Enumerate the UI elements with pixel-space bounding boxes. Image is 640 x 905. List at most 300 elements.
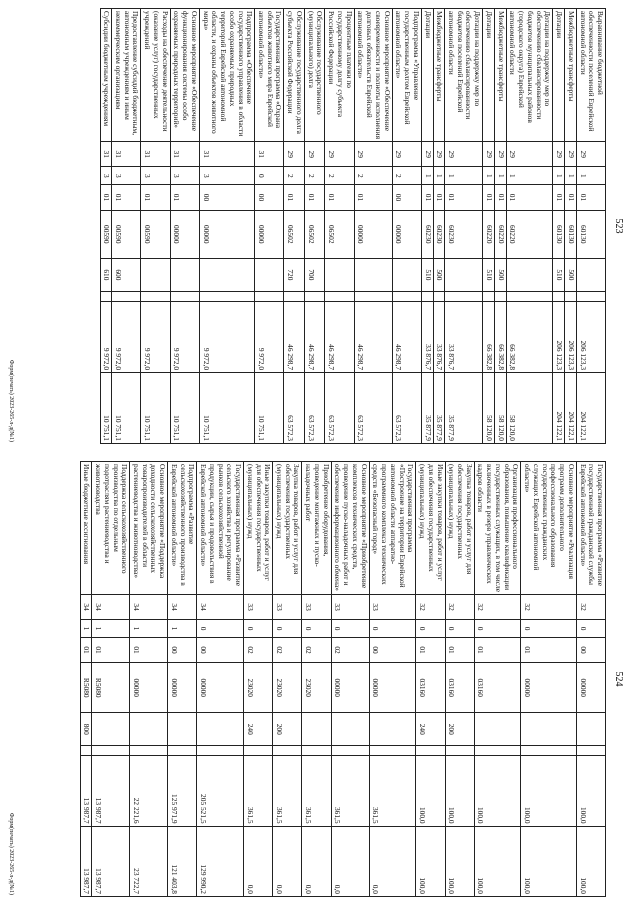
value-col2: 9 972,0: [112, 302, 141, 373]
code-activity: 01: [100, 185, 112, 210]
code-expense-type: 240: [244, 713, 273, 746]
code-program: 31: [141, 142, 170, 167]
value-col1: [130, 746, 168, 756]
code-subprogram: 3: [199, 167, 254, 185]
code-program: 33: [369, 595, 416, 620]
code-activity: 01: [92, 637, 130, 662]
code-direction: 60230: [433, 210, 445, 258]
code-expense-type: 500: [433, 258, 445, 291]
code-expense-type: [130, 713, 168, 746]
row-name: Предоставление субсидий бюджетным, автономным учреждениям и иным некоммерческим организациям: [112, 9, 141, 142]
value-col1: [392, 291, 421, 301]
value-col2: 361,5: [244, 756, 273, 826]
table-row: [284, 9, 304, 444]
code-activity: 01: [80, 637, 92, 662]
code-direction: 06502: [325, 210, 354, 258]
code-program: 34: [92, 595, 130, 620]
code-direction: 60130: [576, 210, 605, 258]
code-program: 33: [302, 595, 331, 620]
table-row: [565, 9, 577, 444]
table-row: [168, 462, 197, 897]
value-col1: [565, 291, 577, 301]
value-col1: [445, 291, 483, 301]
code-expense-type: [354, 258, 392, 291]
value-col3: 10 751,1: [112, 373, 141, 444]
code-expense-type: 800: [80, 713, 92, 746]
table-row: [331, 462, 369, 897]
code-activity: 01: [284, 185, 304, 210]
code-subprogram: 3: [112, 167, 141, 185]
code-program: 31: [255, 142, 284, 167]
code-activity: 01: [416, 637, 445, 662]
value-col3: 13 987,7: [92, 826, 130, 896]
code-activity: 01: [112, 185, 141, 210]
code-subprogram: 1: [92, 620, 130, 638]
budget-table-right: [80, 461, 606, 897]
code-direction: 23020: [302, 663, 331, 713]
code-program: 29: [494, 142, 506, 167]
code-subprogram: 1: [565, 167, 577, 185]
code-direction: 00000: [354, 210, 392, 258]
code-subprogram: 0: [521, 620, 576, 638]
row-name: Межбюджетные трансферты: [565, 9, 577, 142]
code-program: 29: [445, 142, 483, 167]
value-col1: [416, 746, 445, 756]
code-program: 29: [565, 142, 577, 167]
code-expense-type: [92, 713, 130, 746]
row-name: Иные закупки товаров, работ и услуг для обеспечения государственных (муниципальных) нужд: [416, 462, 445, 595]
value-col3: 100,0: [474, 826, 521, 896]
code-activity: 01: [445, 637, 474, 662]
code-subprogram: 1: [80, 620, 92, 638]
code-subprogram: 1: [483, 167, 495, 185]
code-direction: 00590: [141, 210, 170, 258]
value-col2: 206 123,3: [553, 302, 565, 373]
table-row: [445, 462, 474, 897]
code-direction: 60130: [565, 210, 577, 258]
value-col2: 100,0: [576, 756, 605, 826]
code-program: 29: [354, 142, 392, 167]
value-col2: 9 972,0: [255, 302, 284, 373]
code-subprogram: 1: [576, 167, 605, 185]
code-subprogram: 3: [170, 167, 199, 185]
value-col2: 9 972,0: [199, 302, 254, 373]
code-direction: 06502: [284, 210, 304, 258]
code-expense-type: [197, 713, 244, 746]
value-col2: 100,0: [445, 756, 474, 826]
value-col3: 23 722,7: [130, 826, 168, 896]
code-subprogram: 0: [369, 620, 416, 638]
row-name: Иные закупки товаров, работ и услуг для обеспечения государственных (муниципальных) нужд: [244, 462, 273, 595]
table-row: [392, 9, 421, 444]
code-direction: R5080: [80, 663, 92, 713]
value-col1: [80, 746, 92, 756]
table-row: [553, 9, 565, 444]
row-name: Основное мероприятие «Приобретение комплексов технических средств, проведение пуско-наладочных работ и обеспечение информационного обмена»: [331, 462, 369, 595]
code-activity: 01: [304, 185, 324, 210]
value-col3: 129 990,2: [197, 826, 244, 896]
code-direction: 00590: [100, 210, 112, 258]
row-name: Закупка товаров, работ и услуг для обеспечения государственных (муниципальных) нужд: [273, 462, 302, 595]
code-direction: 60130: [553, 210, 565, 258]
row-name: Дотации на поддержку мер по обеспечению сбалансированности бюджетов муниципальных районов (городского округа) Еврейской автономной области: [506, 9, 553, 142]
code-program: 29: [433, 142, 445, 167]
value-col2: 46 298,7: [392, 302, 421, 373]
page-right: [0, 453, 640, 905]
value-col3: 204 122,1: [576, 373, 605, 444]
value-col2: 361,5: [331, 756, 369, 826]
code-subprogram: 2: [284, 167, 304, 185]
value-col3: 0,0: [331, 826, 369, 896]
value-col2: 100,0: [416, 756, 445, 826]
row-name: Поддержка сельскохозяйственного производства по отдельным подотраслям растениеводства и животноводства: [92, 462, 130, 595]
value-col2: 46 298,7: [354, 302, 392, 373]
row-name: Основное мероприятие «Реализация программ дополнительного профессионального образования государственных гражданских служащих Еврейской автономной области»: [521, 462, 576, 595]
code-program: 34: [130, 595, 168, 620]
code-expense-type: [168, 713, 197, 746]
row-name: Иные бюджетные ассигнования: [80, 462, 92, 595]
code-activity: 01: [445, 185, 483, 210]
table-row: [80, 462, 92, 897]
value-col2: 361,5: [369, 756, 416, 826]
code-expense-type: [141, 258, 170, 291]
table-row: [325, 9, 354, 444]
value-col1: [325, 291, 354, 301]
code-expense-type: 510: [553, 258, 565, 291]
code-direction: 60220: [506, 210, 553, 258]
table-row: [521, 462, 576, 897]
code-subprogram: 0: [273, 620, 302, 638]
code-program: 33: [331, 595, 369, 620]
value-col3: 204 122,1: [565, 373, 577, 444]
code-expense-type: [302, 713, 331, 746]
value-col1: [331, 746, 369, 756]
value-col3: 58 120,0: [494, 373, 506, 444]
code-direction: R5080: [92, 663, 130, 713]
value-col2: 205 521,5: [197, 756, 244, 826]
value-col3: 100,0: [445, 826, 474, 896]
value-col3: 10 751,1: [170, 373, 199, 444]
code-expense-type: [392, 258, 421, 291]
code-direction: 60220: [483, 210, 495, 258]
row-name: Выравнивание бюджетной обеспеченности поселений Еврейской автономной области: [576, 9, 605, 142]
row-name: Дотации на поддержку мер по обеспечению сбалансированности бюджетов поселений Еврейской автономной области: [445, 9, 483, 142]
value-col1: [302, 746, 331, 756]
code-subprogram: 0: [576, 620, 605, 638]
value-col3: 13 987,7: [80, 826, 92, 896]
code-activity: 01: [141, 185, 170, 210]
value-col2: 361,5: [273, 756, 302, 826]
code-direction: 06502: [304, 210, 324, 258]
code-program: 29: [553, 142, 565, 167]
table-row: [445, 9, 483, 444]
code-program: 29: [421, 142, 433, 167]
code-direction: 00000: [197, 663, 244, 713]
value-col2: 33 876,7: [433, 302, 445, 373]
value-col3: 204 122,1: [553, 373, 565, 444]
value-col1: [284, 291, 304, 301]
row-name: Подпрограмма «Управление государственным долгом Еврейской автономной области»: [392, 9, 421, 142]
code-expense-type: [576, 713, 605, 746]
code-subprogram: 2: [354, 167, 392, 185]
code-subprogram: 0: [416, 620, 445, 638]
code-program: 32: [474, 595, 521, 620]
code-subprogram: 3: [141, 167, 170, 185]
value-col3: 58 120,0: [506, 373, 553, 444]
code-activity: 01: [506, 185, 553, 210]
value-col2: 206 123,3: [576, 302, 605, 373]
code-activity: 01: [565, 185, 577, 210]
code-expense-type: [506, 258, 553, 291]
value-col1: [445, 746, 474, 756]
code-direction: 00000: [392, 210, 421, 258]
code-direction: 00000: [369, 663, 416, 713]
value-col1: [304, 291, 324, 301]
row-name: Дотации: [421, 9, 433, 142]
value-col1: [576, 291, 605, 301]
code-program: 34: [168, 595, 197, 620]
value-col3: 63 572,3: [304, 373, 324, 444]
table-row: [304, 9, 324, 444]
code-activity: 01: [494, 185, 506, 210]
code-direction: 60230: [421, 210, 433, 258]
row-name: Дотации: [483, 9, 495, 142]
row-name: Основное мероприятие «Обеспечение функционирования системы особо охраняемых природных территорий»: [170, 9, 199, 142]
value-col3: 35 877,9: [433, 373, 445, 444]
row-name: Субсидии бюджетным учреждениям: [100, 9, 112, 142]
value-col1: [354, 291, 392, 301]
code-program: 31: [100, 142, 112, 167]
code-direction: 00000: [521, 663, 576, 713]
row-name: Приобретение оборудования, проведение монтажных и пуско-наладочных работ: [302, 462, 331, 595]
code-activity: 01: [325, 185, 354, 210]
value-col3: 63 572,3: [392, 373, 421, 444]
table-row: [302, 462, 331, 897]
value-col3: 63 572,3: [325, 373, 354, 444]
code-activity: 02: [331, 637, 369, 662]
value-col2: 66 382,8: [483, 302, 495, 373]
value-col2: 361,5: [302, 756, 331, 826]
value-col3: 63 572,3: [284, 373, 304, 444]
value-col3: 10 751,1: [100, 373, 112, 444]
code-program: 29: [483, 142, 495, 167]
code-expense-type: 600: [112, 258, 141, 291]
row-name: Государственная программа «Построение на территории Еврейской автономной области аппаратно-программного комплекса технических средств «Безопасный город»: [369, 462, 416, 595]
value-col3: 0,0: [302, 826, 331, 896]
code-program: 34: [197, 595, 244, 620]
code-subprogram: 1: [445, 167, 483, 185]
code-activity: 01: [354, 185, 392, 210]
code-subprogram: 0: [255, 167, 284, 185]
value-col1: [433, 291, 445, 301]
row-name: Государственная программа «Развитие сельского хозяйства и регулирование рынков сельскохозяйственной продукции, сырья и продовольствия в Еврейской автономной области»: [197, 462, 244, 595]
code-expense-type: 200: [445, 713, 474, 746]
code-program: 29: [576, 142, 605, 167]
table-row: [273, 462, 302, 897]
code-activity: 00: [255, 185, 284, 210]
table-row: [576, 9, 605, 444]
code-subprogram: 1: [130, 620, 168, 638]
code-activity: 00: [576, 637, 605, 662]
value-col1: [141, 291, 170, 301]
code-program: 29: [506, 142, 553, 167]
code-activity: 01: [576, 185, 605, 210]
value-col2: 46 298,7: [325, 302, 354, 373]
value-col1: [421, 291, 433, 301]
value-col3: 0,0: [369, 826, 416, 896]
code-subprogram: 1: [433, 167, 445, 185]
value-col3: 58 120,0: [483, 373, 495, 444]
code-expense-type: [255, 258, 284, 291]
value-col2: 9 972,0: [141, 302, 170, 373]
value-col3: 10 751,1: [141, 373, 170, 444]
code-program: 31: [112, 142, 141, 167]
page-number: 524: [613, 671, 624, 687]
value-col3: 35 877,9: [445, 373, 483, 444]
code-activity: 00: [168, 637, 197, 662]
code-subprogram: 2: [304, 167, 324, 185]
value-col1: [112, 291, 141, 301]
value-col1: [521, 746, 576, 756]
value-col2: 33 876,7: [421, 302, 433, 373]
code-direction: 00000: [170, 210, 199, 258]
row-name: Обслуживание государственного (муниципального) долга: [304, 9, 324, 142]
table-row: [199, 9, 254, 444]
value-col1: [244, 746, 273, 756]
code-program: 34: [80, 595, 92, 620]
value-col2: 9 972,0: [170, 302, 199, 373]
code-direction: 00000: [331, 663, 369, 713]
row-name: Подпрограмма «Развитие сельскохозяйственного производства в Еврейской автономной области»: [168, 462, 197, 595]
table-row: [506, 9, 553, 444]
value-col1: [576, 746, 605, 756]
table-row: [576, 462, 605, 897]
table-row: [141, 9, 170, 444]
value-col1: [100, 291, 112, 301]
table-row: [197, 462, 244, 897]
row-name: Процентные платежи по государственному долгу субъекта Российской Федерации: [325, 9, 354, 142]
code-program: 29: [284, 142, 304, 167]
code-expense-type: 700: [304, 258, 324, 291]
table-row: [433, 9, 445, 444]
code-expense-type: [445, 258, 483, 291]
code-program: 32: [416, 595, 445, 620]
value-col1: [92, 746, 130, 756]
code-activity: 01: [433, 185, 445, 210]
value-col1: [474, 746, 521, 756]
code-expense-type: 720: [284, 258, 304, 291]
value-col2: 13 987,7: [80, 756, 92, 826]
code-direction: 23020: [273, 663, 302, 713]
code-expense-type: [331, 713, 369, 746]
value-col2: 66 382,8: [506, 302, 553, 373]
code-expense-type: 510: [421, 258, 433, 291]
code-program: 29: [392, 142, 421, 167]
row-name: Закупка товаров, работ и услуг для обеспечения государственных (муниципальных) нужд: [445, 462, 474, 595]
value-col2: 206 123,3: [565, 302, 577, 373]
code-direction: 00000: [576, 663, 605, 713]
row-name: Расходы на обеспечение деятельности (оказание услуг) государственных учреждений: [141, 9, 170, 142]
code-expense-type: [576, 258, 605, 291]
value-col3: 0,0: [244, 826, 273, 896]
code-activity: 00: [197, 637, 244, 662]
table-row: [255, 9, 284, 444]
value-col2: 22 221,6: [130, 756, 168, 826]
code-expense-type: [369, 713, 416, 746]
code-direction: 03160: [416, 663, 445, 713]
code-program: 32: [576, 595, 605, 620]
row-name: Государственная программа «Охрана объектов животного мира Еврейской автономной области»: [255, 9, 284, 142]
code-activity: 01: [474, 637, 521, 662]
row-name: Дотации: [553, 9, 565, 142]
table-row: [130, 462, 168, 897]
code-subprogram: 1: [494, 167, 506, 185]
value-col1: [553, 291, 565, 301]
table-row: [494, 9, 506, 444]
value-col3: 100,0: [416, 826, 445, 896]
code-program: 32: [445, 595, 474, 620]
code-subprogram: 1: [553, 167, 565, 185]
value-col2: 125 971,9: [168, 756, 197, 826]
code-direction: 60220: [494, 210, 506, 258]
code-subprogram: 1: [168, 620, 197, 638]
code-expense-type: 610: [100, 258, 112, 291]
value-col3: 63 572,3: [354, 373, 392, 444]
code-program: 33: [273, 595, 302, 620]
code-activity: 00: [369, 637, 416, 662]
table-row: [421, 9, 433, 444]
value-col3: 10 751,1: [199, 373, 254, 444]
code-subprogram: 0: [302, 620, 331, 638]
page-number: 523: [613, 218, 624, 234]
page-footer: Форм(печать) 2023-265-л-д(№1): [8, 812, 14, 895]
code-direction: 00000: [255, 210, 284, 258]
table-row: [112, 9, 141, 444]
table-row: [100, 9, 112, 444]
value-col2: 13 987,7: [92, 756, 130, 826]
value-col1: [199, 291, 254, 301]
code-program: 29: [325, 142, 354, 167]
value-col3: 10 751,1: [255, 373, 284, 444]
table-row: [474, 462, 521, 897]
code-subprogram: 0: [474, 620, 521, 638]
code-subprogram: 1: [421, 167, 433, 185]
value-col2: 46 298,7: [304, 302, 324, 373]
code-subprogram: 3: [100, 167, 112, 185]
row-name: Обслуживание государственного долга субъекта Российской Федерации: [284, 9, 304, 142]
value-col1: [506, 291, 553, 301]
value-col1: [483, 291, 495, 301]
row-name: Государственная программа «Развитие государственной гражданской службы Еврейской автономной области»: [576, 462, 605, 595]
page-left: [0, 0, 640, 452]
code-subprogram: 0: [244, 620, 273, 638]
value-col2: 100,0: [521, 756, 576, 826]
value-col1: [273, 746, 302, 756]
table-row: [170, 9, 199, 444]
code-activity: 01: [421, 185, 433, 210]
code-expense-type: 500: [565, 258, 577, 291]
code-direction: 00000: [130, 663, 168, 713]
code-expense-type: [474, 713, 521, 746]
row-name: Межбюджетные трансферты: [433, 9, 445, 142]
code-expense-type: [325, 258, 354, 291]
code-subprogram: 0: [197, 620, 244, 638]
row-name: Основное мероприятие «Обеспечение своевременности и полноты исполнения долговых обязательств Еврейской автономной области»: [354, 9, 392, 142]
code-subprogram: 2: [325, 167, 354, 185]
value-col1: [170, 291, 199, 301]
code-activity: 02: [273, 637, 302, 662]
code-expense-type: [521, 713, 576, 746]
